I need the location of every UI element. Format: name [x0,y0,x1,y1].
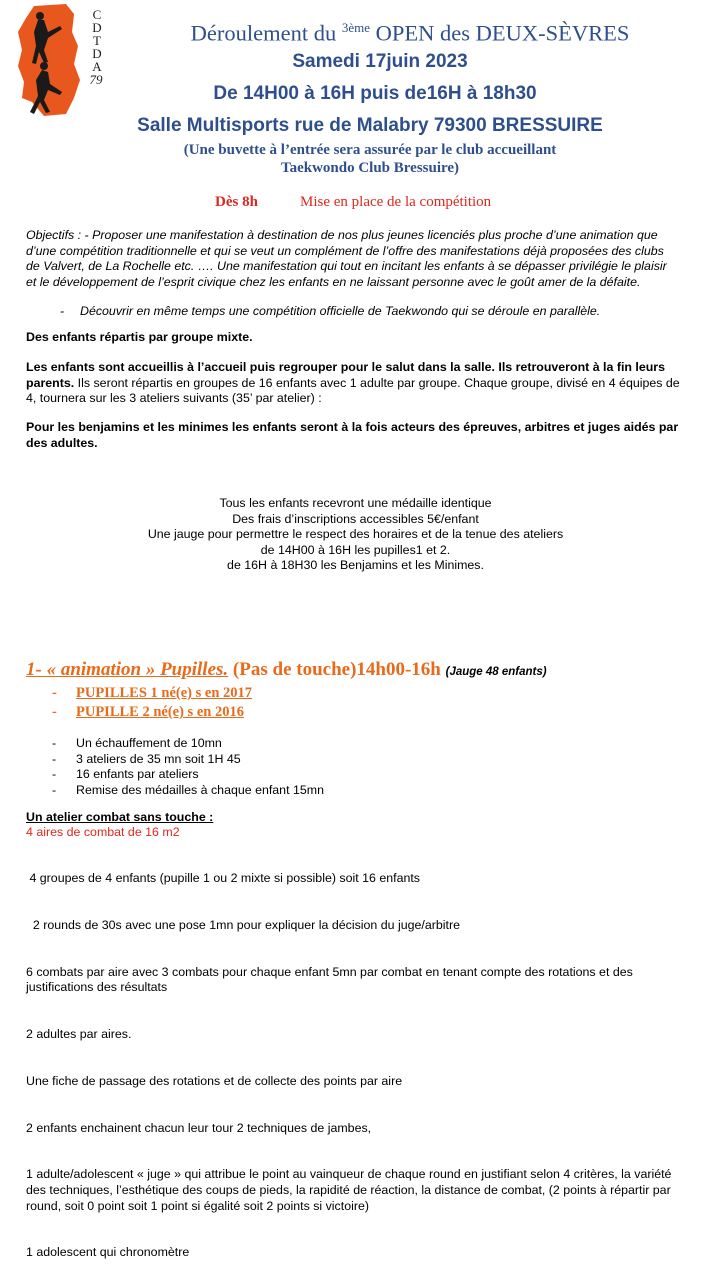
program-item: - Un échauffement de 10mn [52,736,452,752]
logo-letter: D [92,46,102,61]
atelier-line: 4 groupes de 4 enfants (pupille 1 ou 2 mixte si possible) soit 16 enfants [26,871,420,886]
program-item: - Remise des médailles à chaque enfant 15mn [52,783,452,799]
title-pre: Déroulement du [190,20,342,46]
logo-letter: A [92,59,102,74]
event-date: Samedi 17juin 2023 [292,51,468,72]
page-title [110,14,710,48]
atelier-line: 2 adultes par aires. [26,1027,132,1042]
info-line: Des frais d’inscriptions accessibles 5€/enfant [232,511,479,526]
atelier-details [26,840,676,1277]
category-item: - PUPILLE 2 né(e) s en 2016 [52,703,452,722]
logo-letter: C [92,7,102,22]
atelier-line: 1 adulte/adolescent « juge » qui attribue le point au vainqueur de chaque round en justifiant selon 4 critères, la variété des techniques, l’esthétique des coups de pieds, la rapidité de réaction, la distance de combat, (2 points à répartir par round, soit 0 point soit 1 point si égalité soit 2 points si victoire) [26,1167,675,1213]
info-line: de 14H00 à 16H les pupilles1 et 2. [260,542,451,557]
objectives-bullet: - Découvrir en même temps une compétition officielle de Taekwondo qui se déroule en parallèle. [60,304,601,318]
info-line: de 16H à 18H30 les Benjamins et les Minimes. [227,558,484,573]
program-item: - 16 enfants par ateliers [52,767,452,783]
category-item: - PUPILLES 1 né(e) s en 2017 [52,684,452,703]
section1-title-rest: (Pas de touche)14h00-16h [228,659,446,680]
objectives-bullet-text: Découvrir en même temps une compétition officielle de Taekwondo qui se déroule en parallèle. [80,304,601,318]
event-venue: Salle Multisports rue de Malabry 79300 BRESSUIRE [137,115,603,136]
info-line: Tous les enfants recevront une médaille identique [219,496,492,510]
event-time: De 14H00 à 16H puis de16H à 18h30 [213,83,537,104]
info-block [0,496,711,574]
groups-welcome [26,360,686,407]
atelier-line: 1 adolescent qui chronomètre [26,1245,190,1260]
atelier-line: Une fiche de passage des rotations et de collecte des points par aire [26,1073,403,1088]
program-item: - 3 ateliers de 35 mn soit 1H 45 [52,752,452,768]
atelier-title: Un atelier combat sans touche : [26,810,214,824]
logo-letter: 79 [89,72,103,87]
atelier-line: 6 combats par aire avec 3 combats pour chaque enfant 5mn par combat en tenant compte des rotations et des justifications des résultats [26,964,637,995]
atelier-line: 2 rounds de 30s avec une pose 1mn pour expliquer la décision du juge/arbitre [26,917,460,932]
buvette-line-1: (Une buvette à l’entrée sera assurée par le club accueillant [183,142,557,158]
buvette-line-2: Taekwondo Club Bressuire) [280,160,460,176]
title-sup: 3ème [341,20,370,35]
atelier-line: 2 enfants enchainent chacun leur tour 2 techniques de jambes, [26,1120,372,1135]
setup-label: Mise en place de la compétition [300,194,492,210]
section1-categories [52,684,452,722]
groups-title: Des enfants répartis par groupe mixte. [26,330,253,344]
section1-title-link: 1- « animation » Pupilles. [26,659,229,680]
setup-time: Dès 8h [215,194,258,210]
logo-letter: T [93,33,101,48]
groups-welcome-rest: Ils seront répartis en groupes de 16 enfants avec 1 adulte par groupe. Chaque groupe, divisé en 4 équipes de 4, tournera sur les 3 ateliers suivants (35’ par atelier) : [26,375,680,406]
section1-gauge: (Jauge 48 enfants) [445,666,547,678]
section1-program [52,736,452,798]
section1-title [26,658,706,684]
groups-welcome-bold: Les enfants sont accueillis à l’accueil puis regrouper pour le salut dans la salle. Ils retrouveront à la fin leurs parents. [26,360,666,390]
info-line: Une jauge pour permettre le respect des horaires et de la tenue des ateliers [147,527,564,542]
objectives-text: Objectifs : - Proposer une manifestation à destination de nos plus jeunes licenciés plus proche d’une animation que d’une compétition traditionnelle et qui se veut un complément de l’offre des manifestations déjà proposées des clubs de Valvert, de La Rochelle etc. …. Une manifestation qui tout en incitant les enfants à se dépasser privilégie le plaisir et le développement de l’esprit civique chez les enfants en ne laissant personne avec le goût amer de la défaite. [26,228,667,289]
title-post: OPEN des DEUX-SÈVRES [369,20,630,46]
atelier-areas: 4 aires de combat de 16 m2 [26,825,180,839]
benjamins-note: Pour les benjamins et les minimes les enfants seront à la fois acteurs des épreuves, arbitres et juges aidés par des adultes. [26,420,679,450]
logo-letter: D [92,20,102,35]
